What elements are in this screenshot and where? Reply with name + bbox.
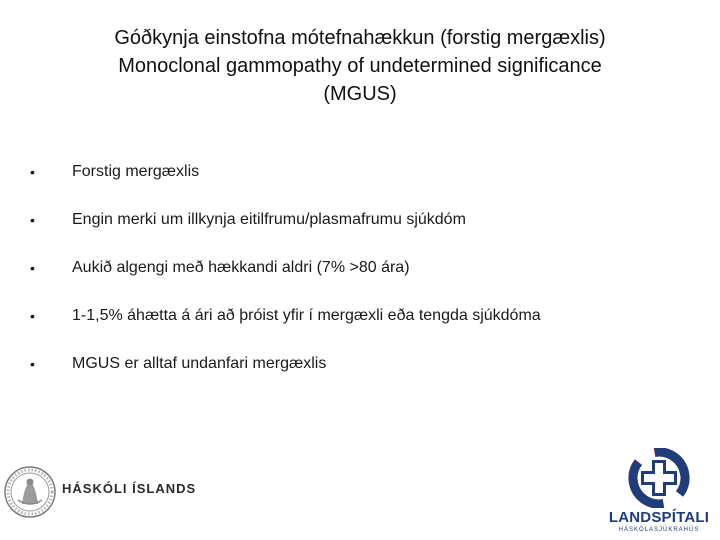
hospital-cross-icon [625,448,693,513]
bullet-text: 1-1,5% áhætta á ári að þróist yfir í mergæxli eða tengda sjúkdóma [72,307,541,324]
bullet-list [30,150,690,390]
bullet-marker: • [30,164,35,180]
university-name: HÁSKÓLI ÍSLANDS [62,481,197,496]
hospital-name: LANDSPÍTALI [608,509,710,526]
bullet-item [30,150,690,198]
university-seal-icon [2,460,58,535]
bullet-text: MGUS er alltaf undanfari mergæxlis [72,355,327,372]
bullet-marker: • [30,260,35,276]
title-line-icelandic: Góðkynja einstofna mótefnahækkun (forstig mergæxlis) [114,27,606,49]
bullet-item [30,294,690,342]
bullet-item [30,342,690,390]
hospital-logo [600,442,718,538]
bullet-text: Aukið algengi með hækkandi aldri (7% >80 ára) [72,259,410,276]
bullet-marker: • [30,356,35,372]
bullet-text: Forstig mergæxlis [72,163,200,180]
bullet-item [30,246,690,294]
hospital-subtitle: HÁSKÓLASJÚKRAHÚS [618,527,700,533]
title-line-abbreviation: (MGUS) [323,83,397,105]
bullet-marker: • [30,212,35,228]
bullet-marker: • [30,308,35,324]
bullet-text: Engin merki um illkynja eitilfrumu/plasmafrumu sjúkdóm [72,211,466,228]
university-logo [0,460,220,530]
title-line-english: Monoclonal gammopathy of undetermined significance [118,55,602,77]
slide-title [40,24,680,108]
bullet-item [30,198,690,246]
